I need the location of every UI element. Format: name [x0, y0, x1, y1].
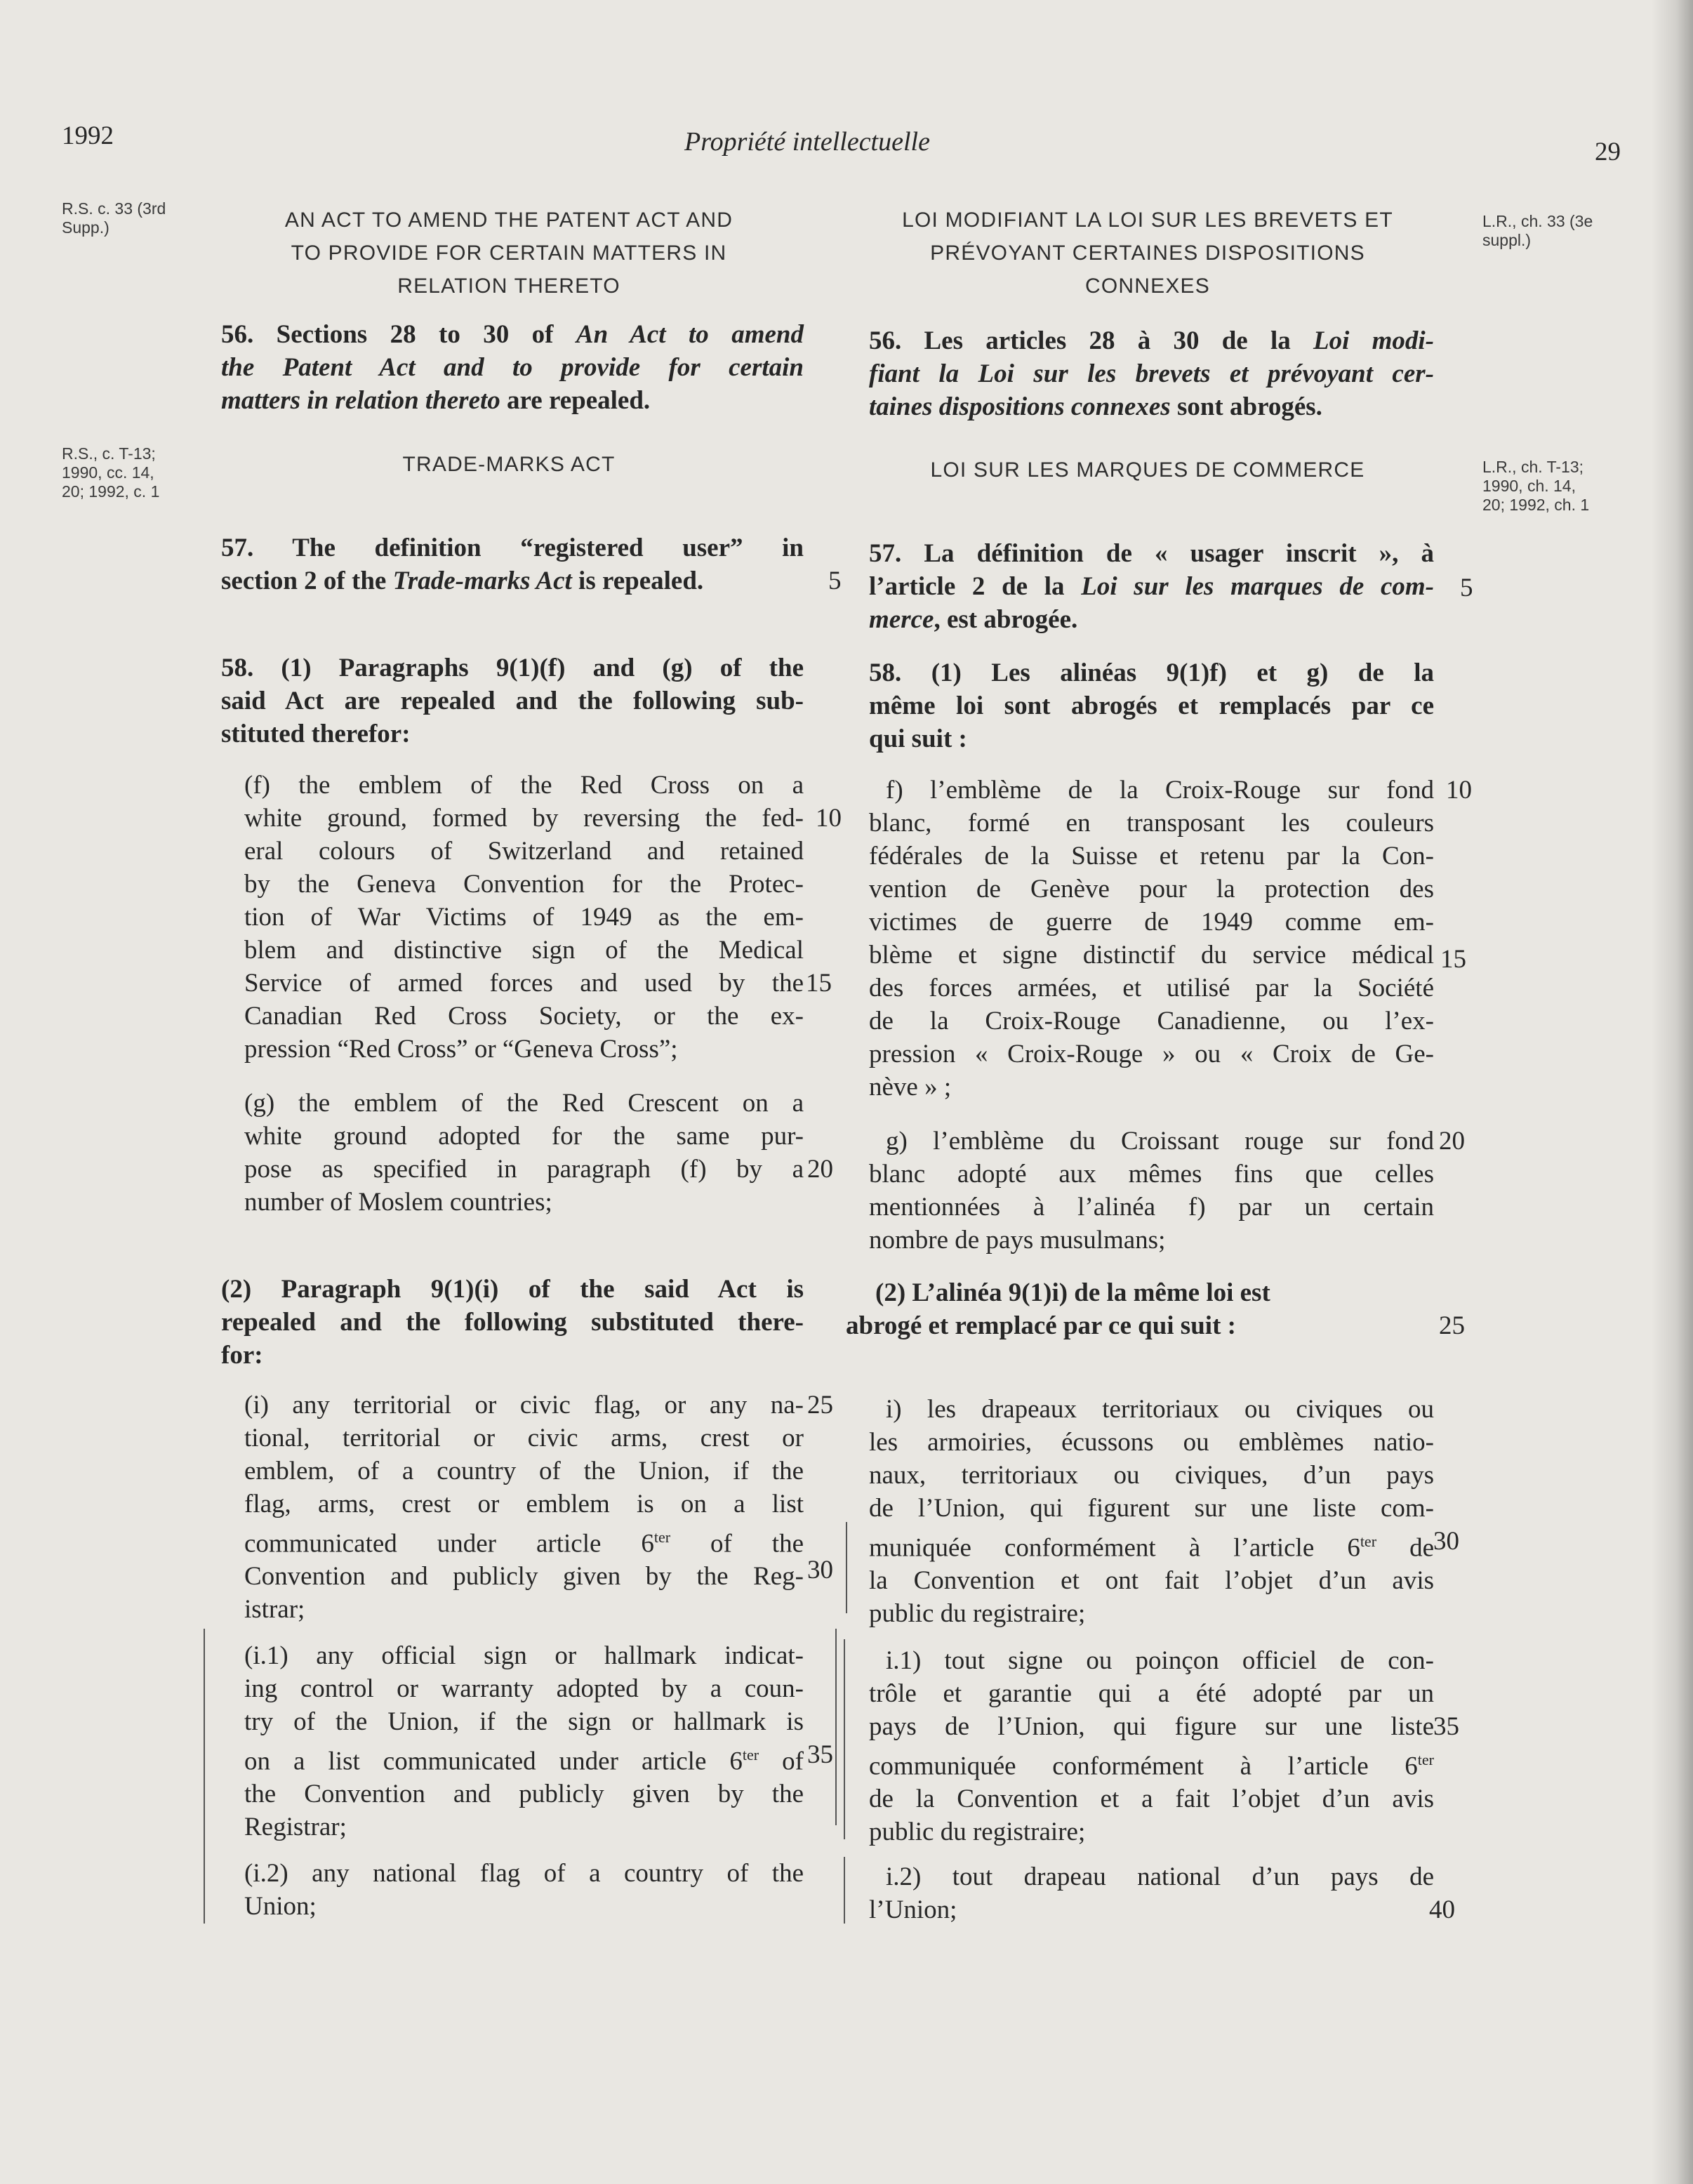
line-number: 30: [1433, 1527, 1459, 1556]
change-bar: [846, 1522, 847, 1613]
line-number: 35: [1433, 1712, 1459, 1741]
margin-note-left-1: R.S. c. 33 (3rd Supp.): [62, 199, 166, 237]
section-58-2-fr: (2) L’alinéa 9(1)i) de la même loi est abrogé et remplacé par ce qui suit :: [846, 1278, 1270, 1340]
paragraph-i2-en: (i.2) any national flag of a country of the Union;: [244, 1859, 804, 1921]
line-number: 15: [1440, 945, 1466, 974]
header-year: 1992: [62, 121, 114, 150]
margin-note-right-2: L.R., ch. T-13; 1990, ch. 14, 20; 1992, ch. 1: [1482, 458, 1590, 514]
line-number: 30: [807, 1556, 833, 1584]
line-number: 25: [1439, 1311, 1465, 1340]
section-57-en: 57. The definition “registered user” in section 2 of the Trade-marks Act is repealed.: [221, 534, 804, 595]
change-bar: [835, 1629, 837, 1825]
paragraph-f-fr: f) l’emblème de la Croix-Rouge sur fond blanc, formé en transposant les couleurs fédérales de la Suisse et retenu par la Con- vention de Genève pour la protection des victimes de guerre de 1949 comme em- blème et signe distinctif du service médical des forces armées, et utilisé par la Société de la Croix-Rouge Canadienne, ou l’ex- pression « Croix-Rouge » ou « Croix de Ge- nève » ;: [869, 776, 1434, 1101]
paragraph-f-en: (f) the emblem of the Red Cross on a white ground, formed by reversing the fed- eral colours of Switzerland and retained by the Geneva Convention for the Protec- tion of War Victims of 1949 as the em- blem and distinctive sign of the Medical Service of armed forces and used by the Canadian Red Cross Society, or the ex- pression “Red Cross” or “Geneva Cross”;: [244, 771, 804, 1064]
paragraph-g-en: (g) the emblem of the Red Crescent on a white ground adopted for the same pur- pose as specified in paragraph (f) by a number of Moslem countries;: [244, 1089, 804, 1217]
paragraph-i-fr: i) les drapeaux territoriaux ou civiques ou les armoiries, écussons ou emblèmes natio- naux, territoriaux ou civiques, d’un pays de l’Union, qui figurent sur une liste com- muniquée conformément à l’article $6^{ter}$ de la Convention et ont fait l’objet d’un avis public du registraire;: [869, 1395, 1434, 1629]
header-title: Propriété intellectuelle: [684, 127, 930, 157]
line-number: 5: [828, 567, 842, 595]
paragraph-g-fr: g) l’emblème du Croissant rouge sur fond blanc adopté aux mêmes fins que celles mentionnées à l’alinéa f) par un certain nombre de pays musulmans;: [869, 1127, 1434, 1255]
heading-patent-act-fr: LOI MODIFIANT LA LOI SUR LES BREVETS ET PRÉVOYANT CERTAINES DISPOSITIONS CONNEXES: [902, 209, 1393, 298]
page-edge-shadow: [1651, 0, 1693, 2184]
paragraph-i-en: (i) any territorial or civic flag, or any na- tional, territorial or civic arms, crest or emblem, of a country of the Union, if the flag, arms, crest or emblem is on a list communicated under article $6^{ter}$ of the Convention and publicly given by the Reg- istrar;: [244, 1391, 804, 1624]
line-number: 40: [1429, 1895, 1455, 1924]
heading-trade-marks-act-fr: LOI SUR LES MARQUES DE COMMERCE: [930, 458, 1365, 482]
section-58-1-fr: 58. (1) Les alinéas 9(1)f) et g) de la même loi sont abrogés et remplacés par ce qui suit :: [869, 658, 1434, 753]
section-56-fr: 56. Les articles 28 à 30 de la Loi modi- fiant la Loi sur les brevets et prévoyant cer- taines dispositions connexes sont abrogés.: [869, 326, 1435, 421]
heading-patent-act-en: AN ACT TO AMEND THE PATENT ACT AND TO PROVIDE FOR CERTAIN MATTERS IN RELATION THERETO: [284, 209, 733, 298]
change-bar: [844, 1857, 845, 1924]
change-bar: [844, 1639, 845, 1839]
line-number: 5: [1460, 574, 1473, 602]
page-number: 29: [1595, 138, 1621, 166]
section-58-1-en: 58. (1) Paragraphs 9(1)(f) and (g) of the said Act are repealed and the following sub- stituted therefor:: [221, 654, 804, 748]
line-number: 15: [806, 969, 832, 998]
line-number: 20: [807, 1155, 833, 1184]
line-number: 10: [816, 804, 842, 833]
margin-note-right-1: L.R., ch. 33 (3e suppl.): [1482, 212, 1593, 249]
section-56-en: 56. Sections 28 to 30 of An Act to amend the Patent Act and to provide for certain matters in relation thereto are repealed.: [221, 320, 804, 415]
section-58-2-en: (2) Paragraph 9(1)(i) of the said Act is repealed and the following substituted there- for:: [221, 1275, 804, 1370]
paragraph-i1-en: (i.1) any official sign or hallmark indicat- ing control or warranty adopted by a coun- try of the Union, if the sign or hallmark is on a list communicated under article $6^{ter}$ of the Convention and publicly given by the Registrar;: [244, 1641, 804, 1842]
line-number: 20: [1439, 1127, 1465, 1156]
heading-trade-marks-act-en: TRADE-MARKS ACT: [402, 453, 616, 476]
section-57-fr: 57. La définition de « usager inscrit », à l’article 2 de la Loi sur les marques de com- merce, est abrogée.: [869, 539, 1434, 634]
paragraph-i2-fr: i.2) tout drapeau national d’un pays de l’Union;: [869, 1862, 1434, 1924]
paragraph-i1-fr: i.1) tout signe ou poinçon officiel de con- trôle et garantie qui a été adopté par un pays de l’Union, qui figure sur une liste communiquée conformément à l’article $6^{ter}$ de la Convention et a fait l’objet d’un avis public du registraire;: [869, 1646, 1434, 1847]
line-number: 35: [807, 1740, 833, 1769]
line-number: 10: [1446, 776, 1472, 805]
margin-note-left-2: R.S., c. T-13; 1990, cc. 14, 20; 1992, c. 1: [62, 444, 160, 501]
line-number: 25: [807, 1391, 833, 1419]
change-bar: [204, 1629, 205, 1924]
